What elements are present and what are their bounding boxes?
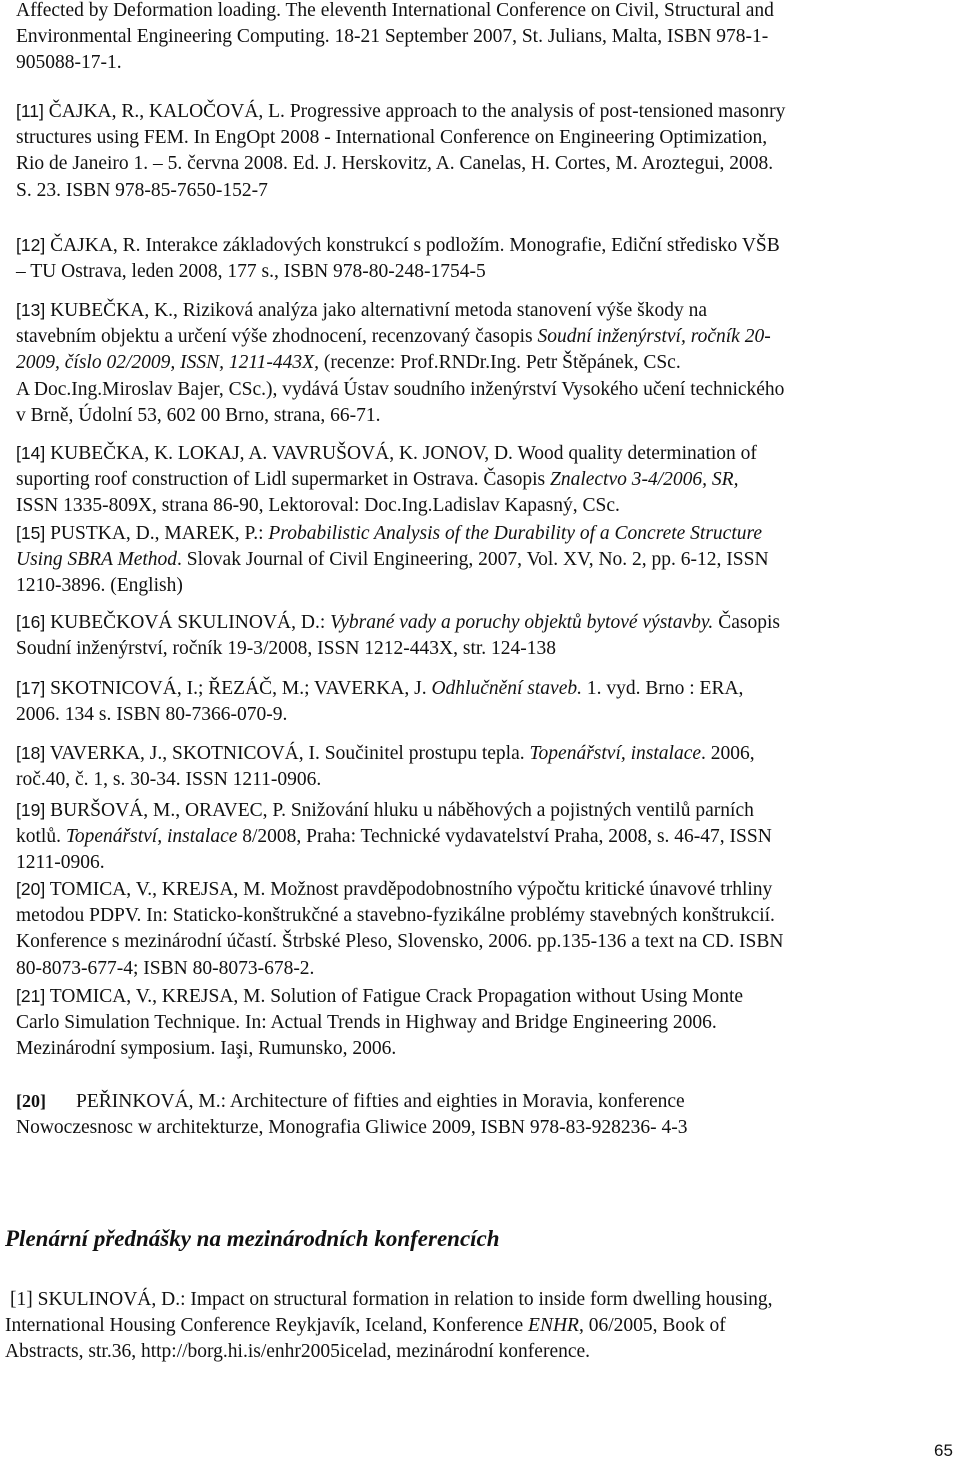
journal-title: Topenářství, instalace [65, 826, 238, 848]
reference-authors: TOMICA, V., KREJSA, M. [49, 986, 266, 1007]
reference-text: : [258, 523, 269, 544]
journal-title: Znalectvo 3-4/2006, SR, [549, 469, 739, 491]
reference-13 [16, 297, 946, 429]
journal-title: Topenářství, instalace [529, 743, 702, 764]
reference-text: Soudní inženýrství, ročník 19-3/2008, ISSN 1212-443X, str. 124-138 [16, 638, 557, 660]
reference-number: [21] [16, 986, 46, 1006]
reference-number: [18] [16, 743, 46, 763]
reference-authors: PUSTKA, D., MAREK, P. [50, 523, 259, 544]
reference-text: A Doc.Ing.Miroslav Bajer, CSc.), vydává Ústav soudního inženýrství Vysokého učení technického [16, 378, 785, 400]
reference-20 [16, 876, 946, 982]
reference-authors: ČAJKA, R. [50, 235, 141, 256]
reference-authors: SKULINOVÁ, D. [37, 1289, 181, 1310]
reference-authors: BURŠOVÁ, M., ORAVEC, P. [50, 800, 286, 821]
reference-text: Carlo Simulation Technique. In: Actual Trends in Highway and Bridge Engineering 2006. [16, 1012, 717, 1034]
reference-text: Solution of Fatigue Crack Propagation without Using Monte [265, 986, 744, 1007]
reference-text: : Impact on structural formation in relation to inside form dwelling housing, [180, 1289, 773, 1310]
article-title: Probabilistic Analysis of the Durability of a Concrete Structure [268, 523, 763, 544]
reference-text: : Architecture of fifties and eighties in Moravia, konference [220, 1091, 685, 1112]
reference-text: Nowoczesnosc w architekturze, Monografia Gliwice 2009, ISBN 978-83-928236- 4-3 [16, 1117, 688, 1139]
reference-text: : [319, 612, 331, 633]
reference-text: kotlů. [16, 826, 66, 848]
reference-number: [11] [16, 101, 44, 121]
reference-authors: KUBEČKOVÁ SKULINOVÁ, D. [50, 612, 320, 633]
reference-text: Součinitel prostupu tepla. [319, 743, 530, 764]
reference-14 [16, 440, 946, 520]
reference-19 [16, 797, 946, 877]
reference-authors: SKOTNICOVÁ, I.; ŘEZÁČ, M.; VAVERKA, J. [50, 678, 427, 699]
reference-text: International Housing Conference Reykjavík, Iceland, Konference [5, 1315, 529, 1337]
reference-number: [13] [16, 300, 46, 320]
reference-16 [16, 609, 946, 662]
reference-12 [16, 232, 946, 285]
book-title: Odhlučnění staveb. [431, 678, 582, 699]
reference-text: Mezinárodní symposium. Iaşi, Rumunsko, 2006. [16, 1038, 397, 1060]
reference-number: [19] [16, 800, 46, 820]
reference-text: 1211-0906. [16, 852, 105, 874]
reference-text: – TU Ostrava, leden 2008, 177 s., ISBN 978-80-248-1754-5 [16, 261, 486, 283]
reference-text: 2006. 134 s. ISBN 80-7366-070-9. [16, 704, 288, 726]
plenary-reference-1 [5, 1287, 935, 1366]
reference-text: ISSN 1335-809X, strana 86-90, Lektoroval: Doc.Ing.Ladislav Kapasný, CSc. [16, 495, 620, 517]
reference-number: [20] [16, 879, 46, 899]
section-heading: Plenární přednášky na mezinárodních konferencích [5, 1226, 500, 1251]
reference-text: 1. vyd. Brno : ERA, [582, 678, 744, 699]
reference-text: v Brně, Údolní 53, 602 00 Brno, strana, 66-71. [16, 404, 381, 426]
reference-18 [16, 740, 946, 793]
reference-text: Rio de Janeiro 1. – 5. června 2008. Ed. J. Herskovitz, A. Canelas, H. Cortes, M. Aroztegui, 2008. [16, 153, 774, 175]
reference-text: metodou PDPV. In: Staticko-konštrukčné a stavebno-fyzikálne problémy stavebných konštrukcií. [16, 905, 775, 927]
reference-text: , Riziková analýza jako alternativní metoda stanovení výše škody na [173, 300, 707, 321]
reference-text: S. 23. ISBN 978-85-7650-152-7 [16, 179, 268, 201]
reference-text: 1210-3896. (English) [16, 575, 183, 597]
reference-authors: KUBEČKA, K. [50, 300, 174, 321]
reference-text: 80-8073-677-4; ISBN 80-8073-678-2. [16, 957, 315, 979]
journal-title: 2009, číslo 02/2009, ISSN, 1211-443X, [16, 352, 319, 374]
reference-authors: KUBEČKA, K. LOKAJ, A. VAVRUŠOVÁ, K. JONOV, D. [50, 443, 513, 464]
reference-authors: TOMICA, V., KREJSA, M. [49, 879, 266, 900]
reference-text: , 06/2005, Book of [578, 1315, 726, 1337]
page-number: 65 [934, 1441, 953, 1460]
reference-authors: ČAJKA, R., KALOČOVÁ, L. [48, 101, 285, 122]
reference-text: Abstracts, str.36, http://borg.hi.is/enhr2005icelad, mezinárodní konference. [5, 1341, 591, 1363]
reference-authors: VAVERKA, J., SKOTNICOVÁ, I. [49, 743, 320, 764]
reference-text: . Slovak Journal of Civil Engineering, 2007, Vol. XV, No. 2, pp. 6-12, ISSN [177, 549, 769, 571]
reference-text: structures using FEM. In EngOpt 2008 - International Conference on Engineering Optimization, [16, 127, 768, 149]
reference-number: [15] [16, 523, 46, 543]
reference-text: Časopis [713, 612, 780, 633]
article-title: Vybrané vady a poruchy objektů bytové výstavby. [330, 612, 714, 633]
reference-number: [20] [16, 1091, 46, 1111]
reference-17 [16, 675, 946, 728]
reference-text: Progressive approach to the analysis of post-tensioned masonry [284, 101, 786, 122]
article-title: Using SBRA Method [16, 549, 178, 571]
reference-number: [1] [10, 1289, 33, 1310]
reference-text: Možnost pravděpodobnostního výpočtu kritické únavové trhliny [265, 879, 773, 900]
conference-name: ENHR [528, 1315, 579, 1337]
reference-text: stavebním objektu a určení výše zhodnocení, recenzovaný časopis [16, 326, 538, 348]
reference-20-perinkova [16, 1088, 946, 1141]
reference-11 [16, 98, 946, 204]
reference-number: [17] [16, 678, 46, 698]
text-line: Environmental Engineering Computing. 18-21 September 2007, St. Julians, Malta, ISBN 978-1- [16, 26, 769, 48]
text-line: Affected by Deformation loading. The eleventh International Conference on Civil, Structural and [16, 0, 774, 21]
reference-authors: PEŘINKOVÁ, M. [76, 1091, 221, 1112]
reference-text: . 2006, [701, 743, 755, 764]
reference-text: suporting roof construction of Lidl supermarket in Ostrava. Časopis [16, 469, 550, 491]
reference-text: Snižování hluku u náběhových a pojistných ventilů parních [285, 800, 754, 821]
reference-15 [16, 520, 946, 600]
reference-text: 8/2008, Praha: Technické vydavatelství Praha, 2008, s. 46-47, ISSN [237, 826, 772, 848]
reference-number: [16] [16, 612, 46, 632]
reference-text: Konference s mezinárodní účastí. Štrbské Pleso, Slovensko, 2006. pp.135-136 a text na CD. ISBN [16, 931, 784, 953]
reference-continuation [16, 0, 946, 77]
text-line: 905088-17-1. [16, 52, 122, 74]
reference-number: [12] [16, 235, 46, 255]
journal-title: Soudní inženýrství, ročník 20- [537, 326, 771, 348]
reference-number: [14] [16, 443, 46, 463]
reference-text: roč.40, č. 1, s. 30-34. ISSN 1211-0906. [16, 769, 322, 791]
reference-text: Wood quality determination of [512, 443, 757, 464]
reference-text: (recenze: Prof.RNDr.Ing. Petr Štěpánek, CSc. [318, 352, 681, 374]
reference-21 [16, 983, 946, 1063]
reference-text: Interakce základových konstrukcí s podložím. Monografie, Ediční středisko VŠB [140, 235, 780, 256]
